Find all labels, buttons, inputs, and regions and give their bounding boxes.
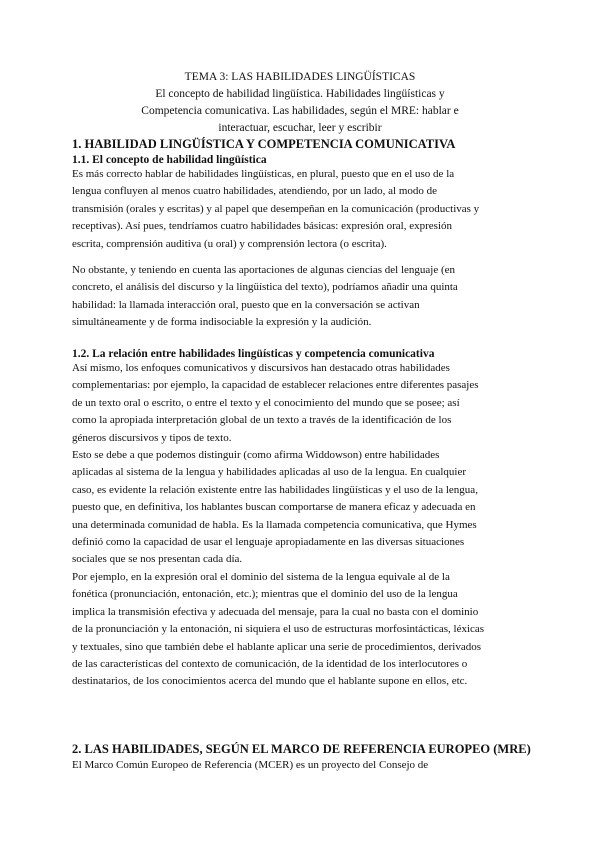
paragraph-line: transmisión (orales y escritas) y al papel que desempeñan en la comunicación (productivas y [72,202,480,215]
paragraph-line: puesto que, en definitiva, los hablantes buscan comportarse de manera eficaz y adecuada en [72,501,476,514]
paragraph-line: implica la transmisión efectiva y adecuada del mensaje, para la cual no basta con el dominio [72,605,479,618]
paragraph-line: fonética (pronunciación, entonación, etc.); mientras que el dominio del uso de la lengua [72,588,458,601]
paragraph-line: No obstante, y teniendo en cuenta las aportaciones de algunas ciencias del lenguaje (en [72,264,456,276]
paragraph-line: sociales que se nos presentan cada día. [72,553,243,566]
paragraph-line: Esto se debe a que podemos distinguir (como afirma Widdowson) entre habilidades [72,449,440,462]
paragraph-line: habilidad: la llamada interacción oral, puesto que en la conversación se activan [72,298,420,311]
paragraph-line: géneros discursivos y tipos de texto. [72,431,232,444]
subsection-1-1-heading: 1.1. El concepto de habilidad lingüística [72,154,267,166]
paragraph-line: lengua confluyen al menos cuatro habilidades, atendiendo, por un lado, al modo de [72,185,438,198]
paragraph-line: complementarias: por ejemplo, la capacidad de establecer relaciones entre diferentes pasajes [72,379,479,392]
paragraph-line: escrita, comprensión auditiva (u oral) y comprensión lectora (o escrita). [72,237,387,250]
paragraph-line: caso, es evidente la relación existente entre las habilidades lingüísticas y el uso de la lengua, [72,483,478,496]
document-title: TEMA 3: LAS HABILIDADES LINGÜÍSTICAS [184,71,416,83]
title-subtitle-line: El concepto de habilidad lingüística. Habilidades lingüísticas y [155,88,445,100]
paragraph-line: como la apropiada interpretación global de un texto a través de la identificación de los [72,414,452,427]
subsection-1-2-heading: 1.2. La relación entre habilidades lingüísticas y competencia comunicativa [72,348,435,360]
paragraph-line: una determinada comunidad de habla. Es la llamada competencia comunicativa, que Hymes [72,518,477,531]
paragraph-line: receptivas). Así pues, tendríamos cuatro habilidades básicas: expresión oral, expresión [72,220,452,233]
paragraph-line: y textuales, sino que también debe el hablante aplicar una serie de procedimientos, derivados [72,640,481,653]
paragraph-line: Así mismo, los enfoques comunicativos y discursivos han destacado otras habilidades [72,362,450,374]
paragraph-line: Es más correcto hablar de habilidades lingüísticas, en plural, puesto que en el uso de la [72,168,455,180]
paragraph-line: El Marco Común Europeo de Referencia (MCER) es un proyecto del Consejo de [72,759,429,771]
paragraph-line: concreto, el análisis del discurso y la lingüística del texto), podríamos añadir una quinta [72,281,458,294]
paragraph-line: simultáneamente y de forma indisociable la expresión y la audición. [72,316,372,329]
paragraph-3 [72,360,542,691]
document-title-block [100,69,500,137]
title-subtitle-line: interactuar, escuchar, leer y escribir [218,122,382,134]
section-1-heading: 1. HABILIDAD LINGÜÍSTICA Y COMPETENCIA COMUNICATIVA [72,137,456,151]
paragraph-line: definió como la capacidad de usar el lenguaje apropiadamente en las diversas situaciones [72,536,465,549]
section-2-heading: 2. LAS HABILIDADES, SEGÚN EL MARCO DE REFERENCIA EUROPEO (MRE) [72,742,531,756]
title-subtitle-line: Competencia comunicativa. Las habilidades, según el MRE: hablar e [141,105,459,117]
paragraph-line: de las características del contexto de comunicación, de la identidad de los interlocutores o [72,657,468,670]
paragraph-2 [72,262,542,332]
paragraph-1 [72,166,542,253]
paragraph-line: aplicadas al sistema de la lengua y habilidades aplicadas al uso de la lengua. En cualquier [72,466,467,479]
paragraph-line: de la pronunciación y la entonación, ni siquiera el uso de estructuras morfosintácticas, léxicas [72,623,485,636]
paragraph-line: destinatarios, de los conocimientos acerca del mundo que el hablante supone en ellos, etc. [72,675,468,688]
paragraph-line: Por ejemplo, en la expresión oral el dominio del sistema de la lengua equivale al de la [72,570,450,583]
paragraph-4 [72,757,542,774]
paragraph-line: de un texto oral o escrito, o entre el texto y el conocimiento del mundo que se posee; así [72,396,460,409]
